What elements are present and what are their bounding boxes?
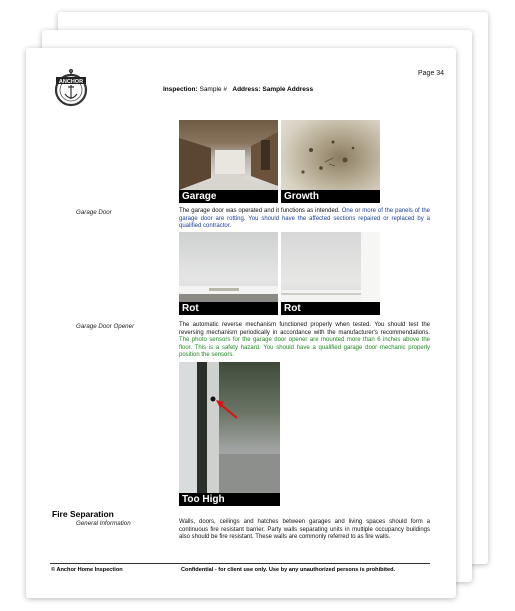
- section-text: Walls, doors, ceilings and hatches between garages and living spaces should form a continuous fire resistant barrier. Party walls separating units in multiple occupancy buildings also should be fire resistant. These walls are commonly referred to as fire walls.: [179, 519, 430, 541]
- footer-copyright: © Anchor Home Inspection: [51, 567, 123, 573]
- opener-text-green: The photo sensors for the garage door opener are mounted more than 6 inches above the floor. This is a safety hazard. You should have a qualified garage door mechanic properly position the sensors.: [179, 337, 430, 359]
- photo-caption: Garage: [179, 190, 278, 203]
- address-value: Sample Address: [262, 86, 314, 93]
- inspection-header: [163, 86, 313, 93]
- footer-confidential: Confidential - for client use only. Use by any unauthorized persons is prohibited.: [181, 567, 396, 573]
- section-title: Fire Separation: [52, 509, 114, 519]
- svg-text:ANCHOR: ANCHOR: [58, 79, 84, 85]
- photo-caption: Too High: [179, 493, 280, 506]
- section-label: General Information: [76, 520, 131, 527]
- item-text-garage-door: [179, 208, 430, 231]
- photo-garage: [179, 120, 278, 203]
- item-label-garage-door: Garage Door: [76, 209, 112, 216]
- photo-too-high: [179, 362, 280, 506]
- inspection-value: Sample #: [199, 86, 227, 93]
- anchor-logo: [50, 68, 92, 108]
- garage-door-text-blue: One or more of the panels of the garage door are rotting. You should have the affected sections repaired or replaced by a qualified contractor.: [179, 208, 430, 230]
- page-number: Page 34: [418, 70, 445, 77]
- footer-divider: [50, 563, 430, 564]
- item-text-garage-door-opener: [179, 322, 430, 360]
- inspection-label: Inspection:: [163, 86, 198, 93]
- photo-rot-1: [179, 232, 278, 315]
- garage-door-text-black: The garage door was operated and it functions as intended.: [179, 208, 340, 214]
- report-page: [26, 48, 456, 598]
- photo-caption: Rot: [281, 302, 380, 315]
- photo-growth: [281, 120, 380, 203]
- address-label: Address:: [232, 86, 261, 93]
- opener-text-black: The automatic reverse mechanism functioned properly when tested. You should test the reversing mechanism periodically in accordance with the manufacturer's recommendations.: [179, 322, 430, 336]
- photo-caption: Rot: [179, 302, 278, 315]
- photo-caption: Growth: [281, 190, 380, 203]
- item-label-garage-door-opener: Garage Door Opener: [76, 323, 135, 330]
- photo-rot-2: [281, 232, 380, 315]
